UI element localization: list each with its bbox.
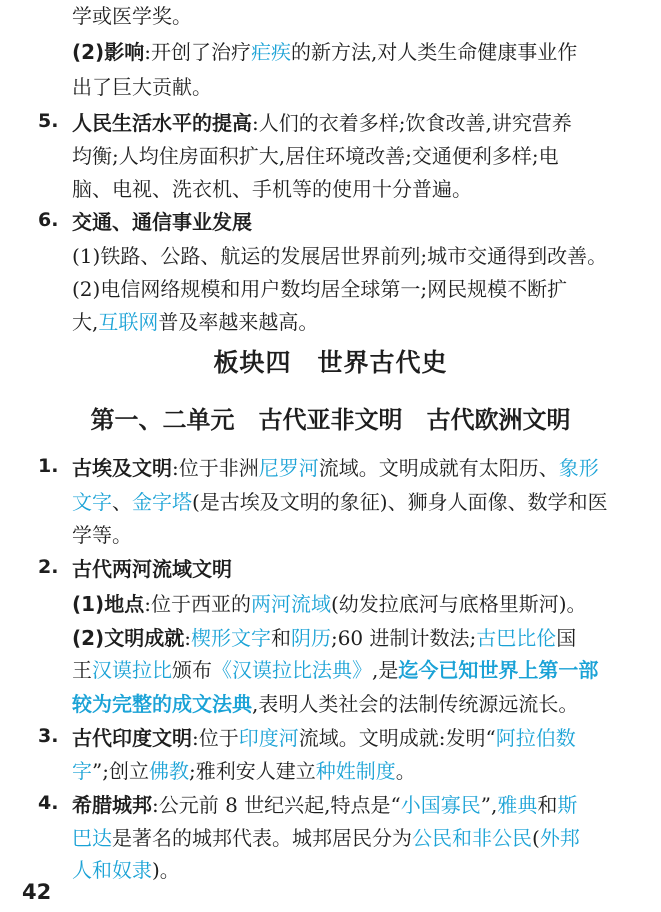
text-line: [72, 2, 661, 30]
key-term: 疟疾: [250, 40, 291, 64]
text: )。: [152, 858, 180, 882]
text: (2)电信网络规模和用户数均居全球第一;网民规模不断扩: [72, 277, 568, 301]
text: :: [184, 626, 191, 650]
item-title: 古代印度文明: [72, 726, 192, 750]
item-number: 1.: [38, 455, 59, 477]
key-term: 较为完整的成文法典: [72, 692, 252, 716]
unit-title: 第一、二单元 古代亚非文明 古代欧洲文明: [90, 406, 571, 434]
text-line: [72, 521, 661, 549]
text: (幼发拉底河与底格里斯河)。: [330, 592, 587, 616]
text-line: [72, 308, 661, 336]
key-term: 字: [72, 759, 92, 783]
text-line: [72, 73, 661, 101]
key-term: 两河流域: [250, 592, 331, 616]
text: ,表明人类社会的法制传统源远流长。: [252, 692, 579, 716]
text-line: [72, 590, 661, 618]
key-term: 汉谟拉比: [92, 658, 172, 682]
item-title: 交通、通信事业发展: [72, 210, 252, 234]
text: 脑、电视、洗衣机、手机等的使用十分普遍。: [72, 177, 472, 201]
sub-label: (1)地点: [72, 592, 145, 616]
text: 颁布: [172, 658, 212, 682]
key-term: 互联网: [98, 310, 159, 334]
text-line: [72, 275, 661, 303]
key-term: 印度河: [238, 726, 299, 750]
sub-label: (2)文明成就: [72, 626, 185, 650]
text: :位于西亚的: [144, 592, 251, 616]
text: :位于: [192, 726, 239, 750]
text-line: [72, 555, 661, 583]
text: 学或医学奖。: [72, 4, 192, 28]
key-term: 文字: [72, 490, 112, 514]
text-line: [72, 488, 661, 516]
text-line: [72, 824, 661, 852]
text: 学等。: [72, 523, 132, 547]
text: 是著名的城邦代表。城邦居民分为: [112, 826, 412, 850]
text: 王: [72, 658, 92, 682]
text-line: [72, 208, 661, 236]
text-line: [72, 242, 661, 270]
key-term: 佛教: [148, 759, 189, 783]
item-number: 2.: [38, 556, 59, 578]
text-line: [72, 175, 661, 203]
key-term: 尼罗河: [258, 456, 319, 480]
text: 国: [556, 626, 577, 650]
item-number: 3.: [38, 725, 59, 747]
item-title: 人民生活水平的提高: [72, 111, 252, 135]
text: 大,: [72, 310, 99, 334]
text: 。: [395, 759, 416, 783]
key-term: 斯: [557, 793, 578, 817]
text: :公元前 8 世纪兴起,特点是“: [152, 793, 401, 817]
text-line: [72, 856, 661, 884]
key-term: 古巴比伦: [476, 626, 557, 650]
text-line: [72, 109, 661, 137]
text-line: [72, 690, 661, 718]
item-title: 希腊城邦: [72, 793, 152, 817]
item-number: 5.: [38, 110, 59, 132]
text: 出了巨大贡献。: [72, 75, 212, 99]
text: 普及率越来越高。: [158, 310, 319, 334]
text: 流域。文明成就:发明“: [298, 726, 496, 750]
key-term: 迄今已知世界上第一部: [398, 658, 599, 682]
item-number: 4.: [38, 792, 59, 814]
key-term: 小国寡民: [400, 793, 481, 817]
page-number: 42: [22, 880, 52, 904]
sub-label: (2)影响: [72, 40, 145, 64]
text: 流域。文明成就有太阳历、: [318, 456, 559, 480]
text: ;雅利安人建立: [188, 759, 316, 783]
text: (是古埃及文明的象征)、狮身人面像、数学和医: [192, 490, 608, 514]
text: 均衡;人均住房面积扩大,居住环境改善;交通便利多样;电: [72, 144, 559, 168]
item-title: 古埃及文明: [72, 456, 172, 480]
section-title: 板块四 世界古代史: [213, 348, 448, 377]
key-term: 象形: [558, 456, 599, 480]
item-number: 6.: [38, 209, 59, 231]
text: ;60 进制计数法;: [330, 626, 477, 650]
text: :开创了治疗: [144, 40, 251, 64]
key-term: 种姓制度: [315, 759, 396, 783]
text: (: [532, 826, 540, 850]
key-term: 人和奴隶: [72, 858, 152, 882]
key-term: 外邦: [539, 826, 580, 850]
text-line: [72, 624, 661, 652]
text: 和: [270, 626, 291, 650]
key-term: 公民和非公民: [412, 826, 532, 850]
text-line: [72, 724, 661, 752]
text: ”;创立: [92, 759, 149, 783]
text: :人们的衣着多样;饮食改善,讲究营养: [252, 111, 572, 135]
text-line: [72, 656, 661, 684]
key-term: 雅典: [497, 793, 538, 817]
key-term: 阿拉伯数: [495, 726, 576, 750]
text: ”,: [480, 793, 498, 817]
text-line: [72, 454, 661, 482]
key-term: 巴达: [72, 826, 112, 850]
text-line: [72, 142, 661, 170]
text: 和: [537, 793, 558, 817]
item-title: 古代两河流域文明: [72, 557, 232, 581]
text: ,是: [372, 658, 399, 682]
text-line: [72, 791, 661, 819]
key-term: 《汉谟拉比法典》: [212, 658, 372, 682]
text-line: [72, 38, 661, 66]
text: 的新方法,对人类生命健康事业作: [290, 40, 578, 64]
key-term: 阴历: [290, 626, 331, 650]
text: 、: [112, 490, 132, 514]
key-term: 楔形文字: [190, 626, 271, 650]
text: :位于非洲: [172, 456, 259, 480]
text-line: [72, 757, 661, 785]
key-term: 金字塔: [132, 490, 192, 514]
text: (1)铁路、公路、航运的发展居世界前列;城市交通得到改善。: [72, 244, 608, 268]
